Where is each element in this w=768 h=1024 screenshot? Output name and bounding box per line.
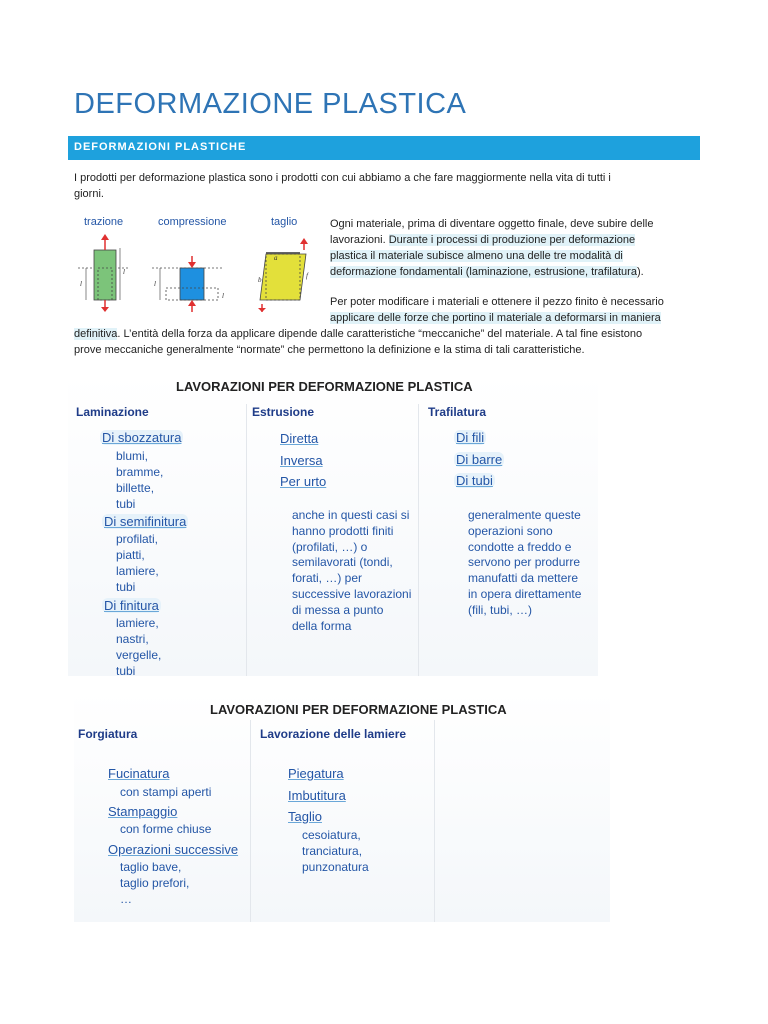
table1-head-trafilatura: Trafilatura [428,405,487,419]
deformation-diagrams [74,212,318,312]
svg-text:b: b [258,276,262,284]
link-per-urto[interactable]: Per urto [280,474,327,489]
table1-head-laminazione: Laminazione [76,405,149,419]
semifinitura-list: profilati, piatti, lamiere, tubi [116,532,159,594]
figure-label-taglio: taglio [271,216,298,228]
link-inversa[interactable]: Inversa [280,453,323,468]
table2-title: LAVORAZIONI PER DEFORMAZIONE PLASTICA [210,702,507,717]
link-stampaggio[interactable]: Stampaggio [108,804,178,819]
link-di-sbozzatura[interactable]: Di sbozzatura [102,430,182,445]
link-fucinatura[interactable]: Fucinatura [108,766,170,781]
link-piegatura[interactable]: Piegatura [288,766,344,781]
section-banner-label: DEFORMAZIONI PLASTICHE [74,141,247,153]
link-imbutitura[interactable]: Imbutitura [288,788,346,803]
svg-text:l: l [154,280,156,288]
sbozzatura-list: blumi, bramme, billette, tubi [116,449,164,511]
link-di-tubi[interactable]: Di tubi [456,473,493,488]
table-lavorazioni-2 [74,692,610,922]
section-banner [68,136,700,160]
link-di-fili[interactable]: Di fili [456,430,485,445]
paragraph-lavorazioni: Ogni materiale, prima di diventare oggetto finale, deve subire delle lavorazioni. Durante i processi di produzione per deformazione plastica il materiale subisce almeno una delle tre modalità di deformazione fondamentali (laminazione, estrusione, trafilatura). [330,218,654,278]
fucinatura-list: con stampi aperti [120,785,212,799]
table2-head-forgiatura: Forgiatura [78,727,138,741]
svg-text:l: l [80,280,82,288]
link-di-semifinitura[interactable]: Di semifinitura [104,514,187,529]
table1-head-estrusione: Estrusione [252,405,315,419]
svg-text:l: l [222,292,224,300]
table2-head-lamiere: Lavorazione delle lamiere [260,727,407,741]
table1-title: LAVORAZIONI PER DEFORMAZIONE PLASTICA [176,379,473,394]
link-operazioni-successive[interactable]: Operazioni successive [108,842,239,857]
svg-text:f: f [306,272,308,280]
paragraph-forze: Per poter modificare i materiali e ottenere il pezzo finito è necessario applicare delle forze che portino il materiale a deformarsi in maniera [330,296,664,324]
svg-text:a: a [274,254,278,262]
finitura-list: lamiere, nastri, vergelle, tubi [116,616,162,678]
link-taglio[interactable]: Taglio [288,809,322,824]
page-title: DEFORMAZIONE PLASTICA [74,88,467,120]
trafilatura-note: generalmente queste operazioni sono condotte a freddo e servono per produrre manufatti da mettere in opera direttamente (fili, tubi, …) [468,508,582,617]
paragraph-forze-cont: definitiva. L’entità della forza da applicare dipende dalle caratteristiche “meccaniche” del materiale. A tal fine esistono prove meccaniche generalmente “normate” che permettono la definizione e la stima di tali caratteristiche. [74,328,643,356]
svg-text:l: l [123,268,125,276]
operazioni-list: taglio bave, taglio prefori, … [120,860,190,906]
link-diretta[interactable]: Diretta [280,431,319,446]
link-di-finitura[interactable]: Di finitura [104,598,159,613]
figure-label-compressione: compressione [158,216,227,228]
deformation-figure [74,212,318,312]
stampaggio-list: con forme chiuse [120,822,212,836]
intro-paragraph: I prodotti per deformazione plastica sono i prodotti con cui abbiamo a che fare maggiormente nella vita di tutti i giorni. [74,172,611,200]
tension-diagram [78,234,130,312]
figure-label-trazione: trazione [84,216,124,228]
link-di-barre[interactable]: Di barre [456,452,503,467]
compression-diagram [152,256,224,312]
shear-diagram [258,238,309,312]
taglio-list: cesoiatura, tranciatura, punzonatura [302,828,369,874]
table-lavorazioni-1 [68,374,598,676]
estrusione-note: anche in questi casi si hanno prodotti finiti (profilati, …) o semilavorati (tondi, forati, …) per successive lavorazioni di messa a punto della forma [292,508,412,633]
